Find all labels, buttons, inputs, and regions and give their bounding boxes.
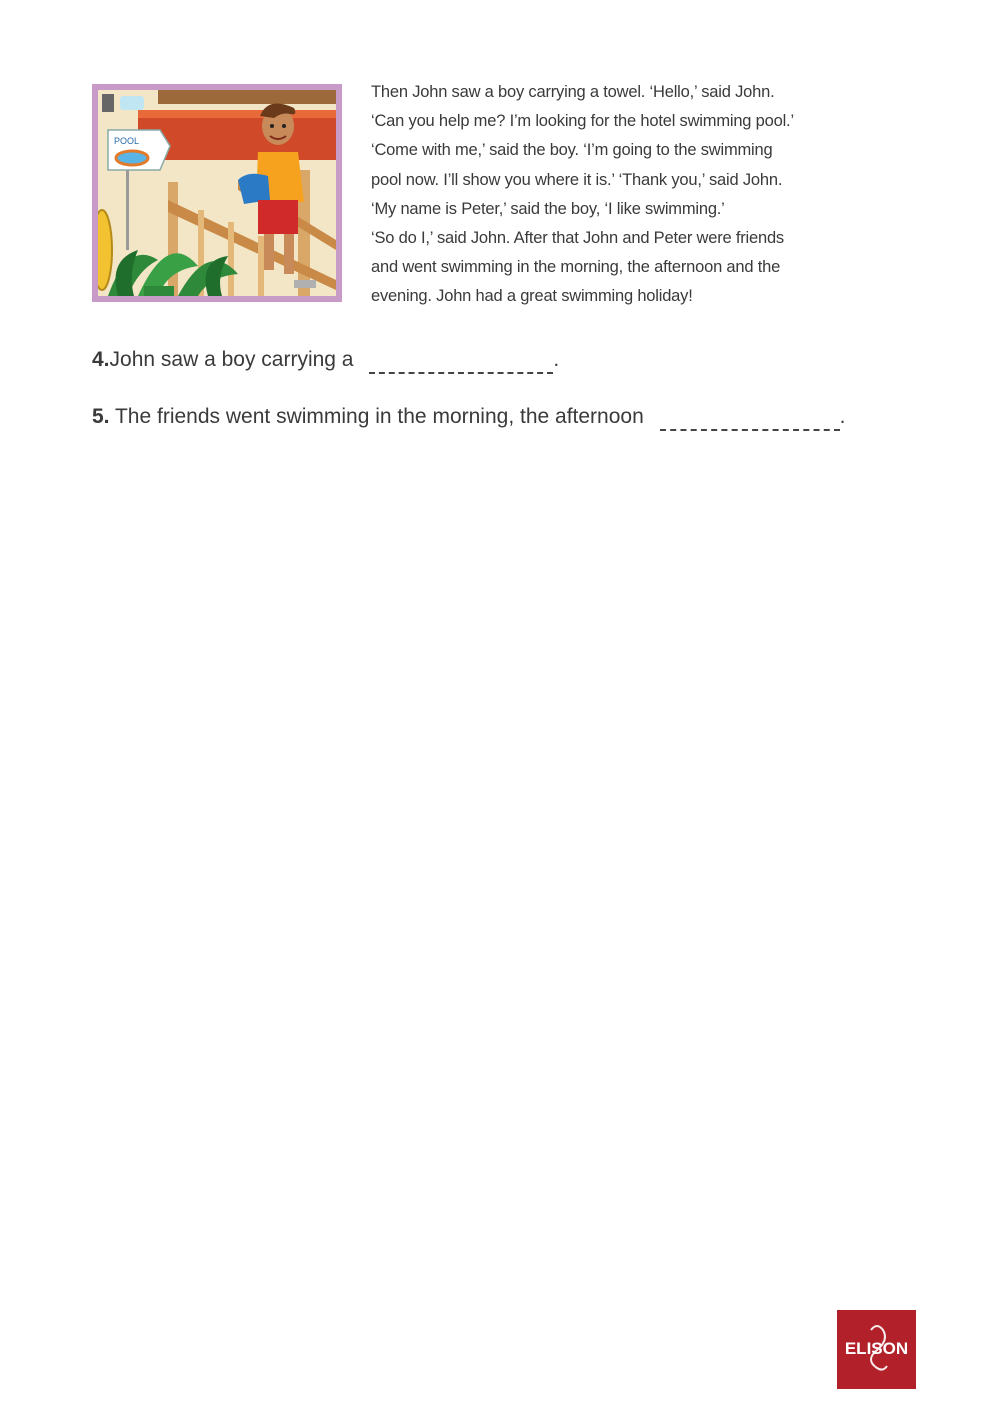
story-line: ‘Can you help me? I’m looking for the hotel swimming pool.’ [371, 112, 794, 131]
story-illustration [92, 84, 342, 302]
answer-5-field[interactable] [660, 409, 840, 431]
story-line: evening. John had a great swimming holiday! [371, 287, 693, 306]
question-5 [92, 405, 845, 431]
story-line: ‘My name is Peter,’ said the boy, ‘I like swimming.’ [371, 199, 725, 218]
question-end: . [839, 405, 846, 428]
question-end: . [553, 348, 560, 371]
sign-label: POOL [114, 136, 140, 146]
story-text [371, 78, 871, 312]
story-line: and went swimming in the morning, the afternoon and the [371, 258, 781, 277]
story-line: ‘Come with me,’ said the boy. ‘I’m going to the swimming [371, 141, 773, 160]
elison-logo [837, 1310, 916, 1389]
story-line: pool now. I’ll show you where it is.’ ‘Thank you,’ said John. [371, 170, 783, 189]
answer-4-field[interactable] [369, 352, 553, 374]
question-text: John saw a boy carrying a [109, 348, 354, 371]
boy-on-stairs-picture [98, 90, 336, 296]
story-line: Then John saw a boy carrying a towel. ‘Hello,’ said John. [371, 83, 775, 101]
question-text: The friends went swimming in the morning, the afternoon [114, 405, 644, 428]
question-4 [92, 348, 559, 374]
question-number: 4. [92, 348, 110, 371]
elison-logo-mark [837, 1310, 916, 1389]
question-number: 5. [92, 405, 110, 428]
logo-text: ELISON [844, 1339, 909, 1358]
story-line: ‘So do I,’ said John. After that John and Peter were friends [371, 229, 784, 248]
